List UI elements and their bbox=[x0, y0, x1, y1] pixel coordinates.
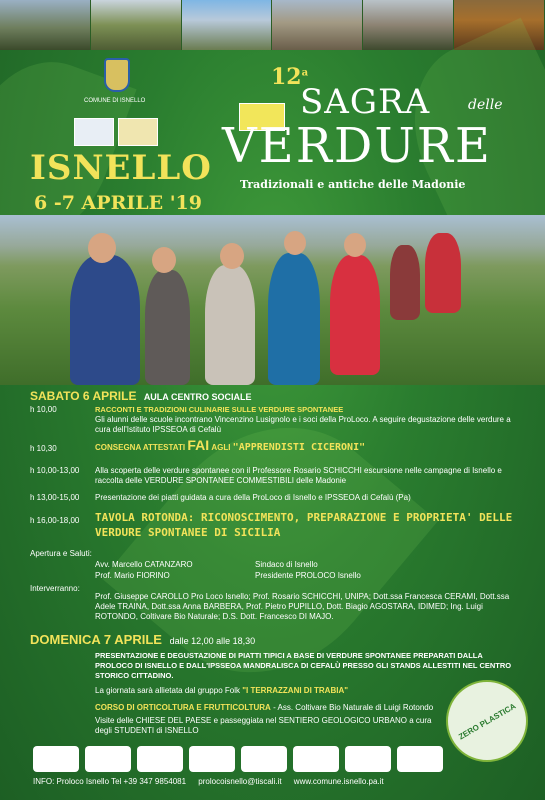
footer-info: INFO: Proloco Isnello Tel +39 347 9854081 prolocoisnello@tiscali.it www.comune.isnello.pa.it bbox=[33, 777, 384, 786]
person bbox=[268, 253, 320, 385]
person-head bbox=[88, 233, 116, 263]
photo bbox=[0, 0, 91, 50]
comune-crest-icon bbox=[104, 58, 130, 92]
time-label: h 10,00 bbox=[30, 405, 57, 414]
comune-label: COMUNE DI ISNELLO bbox=[84, 98, 146, 104]
welcome-role: Presidente PROLOCO Isnello bbox=[255, 571, 361, 580]
sunday-title: DOMENICA 7 APRILE dalle 12,00 alle 18,30 bbox=[30, 632, 256, 647]
welcome-role: Sindaco di Isnello bbox=[255, 560, 318, 569]
event-text: Gli alunni delle scuole incontrano Vincenzino Lusignolo e i soci della ProLoco. A seguire degustazione delle verdure a cura dell'Istituto IPSSEOA di Cefalù bbox=[95, 415, 511, 434]
sponsor-logo bbox=[33, 746, 79, 772]
title-delle: delle bbox=[468, 97, 503, 113]
person-head bbox=[220, 243, 244, 269]
saturday-title: SABATO 6 APRILE AULA CENTRO SOCIALE bbox=[30, 389, 252, 403]
person bbox=[145, 270, 190, 385]
photo bbox=[272, 0, 363, 50]
speakers-label: Interverranno: bbox=[30, 584, 80, 593]
person bbox=[205, 265, 255, 385]
edition-number: 12$^a$ bbox=[271, 64, 309, 90]
time-label: h 16,00-18,00 bbox=[30, 516, 80, 525]
folk-line: La giornata sarà allietata dal gruppo Folk "I TERRAZZANI DI TRABIA" bbox=[95, 686, 349, 695]
round-table-title: TAVOLA ROTONDA: RICONOSCIMENTO, PREPARAZIONE E PROPRIETA' DELLE VERDURE SPONTANEE DI SICILIA bbox=[95, 511, 513, 539]
sponsor-logo bbox=[397, 746, 443, 772]
sponsor-logo bbox=[293, 746, 339, 772]
event-title: RACCONTI E TRADIZIONI CULINARIE SULLE VERDURE SPONTANEE bbox=[95, 405, 344, 414]
title-sagra: SAGRA bbox=[300, 82, 431, 122]
time-label: h 10,30 bbox=[30, 444, 57, 453]
sponsor-logos bbox=[33, 746, 443, 774]
partner-logo bbox=[118, 118, 158, 146]
welcome-label: Apertura e Saluti: bbox=[30, 549, 92, 558]
time-label: h 10,00-13,00 bbox=[30, 466, 80, 475]
course-line: CORSO DI ORTICOLTURA E FRUTTICOLTURA - Ass. Coltivare Bio Naturale di Luigi Rotondo bbox=[95, 703, 434, 712]
event-text: Presentazione dei piatti guidata a cura della ProLoco di Isnello e IPSSEOA di Cefalù (Pa) bbox=[95, 493, 411, 502]
sponsor-logo bbox=[345, 746, 391, 772]
sponsor-logo bbox=[189, 746, 235, 772]
photo bbox=[91, 0, 182, 50]
person bbox=[330, 255, 380, 375]
town-title: ISNELLO bbox=[30, 148, 212, 188]
sponsor-logo bbox=[137, 746, 183, 772]
sponsor-logo bbox=[85, 746, 131, 772]
sponsor-logo bbox=[241, 746, 287, 772]
speakers-text: Prof. Giuseppe CAROLLO Pro Loco Isnello; Prof. Rosario SCHICCHI, UNIPA; Dott.ssa Francesca CERAMI, Dott.ssa Adele TRAINA, Dott.ssa Anna BARBERA, Prof. Pietro PUPILLO, Dott. Biagio AGOSTARA, IDIMED; Ing. Luigi ROTONDO, Coltivare Bio Naturale; D.S. Dott. Francesco DI MAJO. bbox=[95, 592, 510, 621]
person-head bbox=[284, 231, 306, 255]
partner-logo bbox=[74, 118, 114, 146]
person-head bbox=[152, 247, 176, 273]
recycle-icon: ZERO PLASTICA bbox=[446, 680, 528, 762]
welcome-name: Avv. Marcello CATANZARO bbox=[95, 560, 193, 569]
subtitle: Tradizionali e antiche delle Madonie bbox=[240, 178, 466, 191]
sunday-text: PRESENTAZIONE E DEGUSTAZIONE DI PIATTI TIPICI A BASE DI VERDURE SPONTANEE PREPARATI DALLA PROLOCO DI ISNELLO E DALL'IPSSEOA MANDRALISCA DI CEFALÙ PRESSO GLI STANDS ALLESTITI NEL CENTRO STORICO CITTADINO. bbox=[95, 651, 512, 680]
main-photo bbox=[0, 215, 545, 385]
photo bbox=[363, 0, 454, 50]
photo bbox=[182, 0, 273, 50]
event-row: CONSEGNA ATTESTATI FAI AGLI "APPRENDISTI CICERONI" bbox=[95, 437, 366, 453]
event-dates: 6 -7 APRILE '19 bbox=[34, 192, 202, 214]
photo-strip bbox=[0, 0, 545, 50]
visit-text: Visite delle CHIESE DEL PAESE e passeggiata nel SENTIERO GEOLOGICO URBANO a cura degli STUDENTI di ISNELLO bbox=[95, 716, 432, 735]
title-verdure: VERDURE bbox=[222, 118, 492, 174]
event-text: Alla scoperta delle verdure spontanee con il Professore Rosario SCHICCHI escursione nelle campagne di Isnello e raccolta delle VERDURE SPONTANEE COMMESTIBILI delle Madonie bbox=[95, 466, 502, 485]
person bbox=[390, 245, 420, 320]
person-head bbox=[344, 233, 366, 257]
welcome-name: Prof. Mario FIORINO bbox=[95, 571, 170, 580]
time-label: h 13,00-15,00 bbox=[30, 493, 80, 502]
person bbox=[70, 255, 140, 385]
person bbox=[425, 233, 461, 313]
